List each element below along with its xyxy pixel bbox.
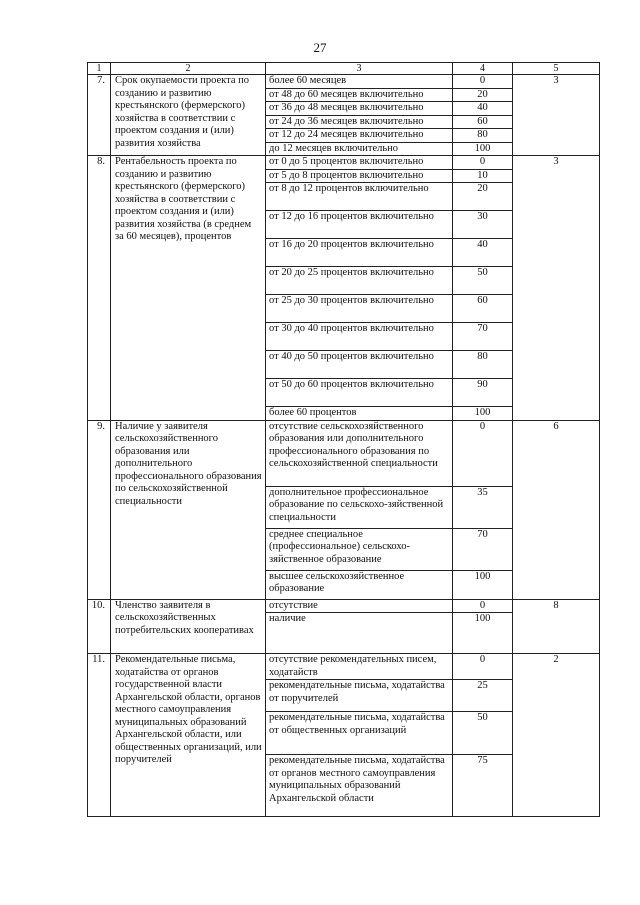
condition-cell: от 8 до 12 процентов включительно <box>266 183 453 211</box>
condition-cell: отсутствие рекомендательных писем, ходатайств <box>266 654 453 680</box>
score-cell: 35 <box>453 486 513 528</box>
score-cell: 10 <box>453 169 513 183</box>
criterion-name: Срок окупаемости проекта по созданию и развитию крестьянского (фермерского) хозяйства в соответствии с проектом создания и (или) развития хозяйства <box>111 75 266 156</box>
condition-cell: наличие <box>266 613 453 654</box>
score-cell: 75 <box>453 755 513 817</box>
score-cell: 20 <box>453 88 513 102</box>
condition-cell: от 12 до 24 месяцев включительно <box>266 129 453 143</box>
condition-cell: отсутствие <box>266 599 453 613</box>
condition-cell: от 0 до 5 процентов включительно <box>266 156 453 170</box>
score-cell: 40 <box>453 102 513 116</box>
criterion-number: 10. <box>88 599 111 654</box>
condition-cell: рекомендательные письма, ходатайства от органов местного самоуправления муниципальных образований Архангельской области <box>266 755 453 817</box>
condition-cell: более 60 процентов <box>266 407 453 421</box>
criteria-table <box>87 62 600 817</box>
score-cell: 50 <box>453 267 513 295</box>
condition-cell: рекомендательные письма, ходатайства от поручителей <box>266 680 453 712</box>
condition-cell: от 50 до 60 процентов включительно <box>266 379 453 407</box>
header-cell: 5 <box>513 63 600 75</box>
header-cell: 2 <box>111 63 266 75</box>
condition-cell: дополнительное профессиональное образование по сельскохо-зяйственной специальности <box>266 486 453 528</box>
table-header-row <box>88 63 600 75</box>
criterion-number: 7. <box>88 75 111 156</box>
score-cell: 90 <box>453 379 513 407</box>
condition-cell: более 60 месяцев <box>266 75 453 89</box>
criterion-name: Рентабельность проекта по созданию и развитию крестьянского (фермерского) хозяйства в соответствии с проектом создания и (или) развития хозяйства (в среднем за 60 месяцев), процентов <box>111 156 266 421</box>
criterion-number: 8. <box>88 156 111 421</box>
weight-cell: 8 <box>513 599 600 654</box>
score-cell: 0 <box>453 420 513 486</box>
score-cell: 100 <box>453 570 513 599</box>
score-cell: 50 <box>453 712 513 755</box>
condition-cell: от 25 до 30 процентов включительно <box>266 295 453 323</box>
page-number: 27 <box>313 40 327 55</box>
condition-cell: от 20 до 25 процентов включительно <box>266 267 453 295</box>
score-cell: 0 <box>453 654 513 680</box>
score-cell: 70 <box>453 528 513 570</box>
header-cell: 4 <box>453 63 513 75</box>
condition-cell: от 30 до 40 процентов включительно <box>266 323 453 351</box>
condition-cell: от 12 до 16 процентов включительно <box>266 211 453 239</box>
condition-cell: от 40 до 50 процентов включительно <box>266 351 453 379</box>
condition-cell: отсутствие сельскохозяйственного образования или дополнительного профессионального образования по сельскохозяйственной специальности <box>266 420 453 486</box>
header-cell: 1 <box>88 63 111 75</box>
score-cell: 60 <box>453 295 513 323</box>
condition-cell: среднее специальное (профессиональное) сельскохо-зяйственное образование <box>266 528 453 570</box>
score-cell: 20 <box>453 183 513 211</box>
condition-cell: от 24 до 36 месяцев включительно <box>266 115 453 129</box>
condition-cell: от 16 до 20 процентов включительно <box>266 239 453 267</box>
score-cell: 100 <box>453 407 513 421</box>
condition-cell: от 5 до 8 процентов включительно <box>266 169 453 183</box>
criterion-name: Рекомендательные письма, ходатайства от органов государственной власти Архангельской области, органов местного самоуправления муниципальных образований Архангельской области, или общественных организаций, или поручителей <box>111 654 266 817</box>
criterion-name: Членство заявителя в сельскохозяйственных потребительских кооперативах <box>111 599 266 654</box>
header-cell: 3 <box>266 63 453 75</box>
condition-cell: до 12 месяцев включительно <box>266 142 453 156</box>
score-cell: 25 <box>453 680 513 712</box>
score-cell: 80 <box>453 351 513 379</box>
condition-cell: высшее сельскохозяйственное образование <box>266 570 453 599</box>
condition-cell: от 36 до 48 месяцев включительно <box>266 102 453 116</box>
condition-cell: от 48 до 60 месяцев включительно <box>266 88 453 102</box>
score-cell: 100 <box>453 142 513 156</box>
table-row <box>88 156 600 170</box>
condition-cell: рекомендательные письма, ходатайства от общественных организаций <box>266 712 453 755</box>
table-row <box>88 599 600 613</box>
score-cell: 100 <box>453 613 513 654</box>
criterion-number: 9. <box>88 420 111 599</box>
score-cell: 70 <box>453 323 513 351</box>
weight-cell: 3 <box>513 156 600 421</box>
criterion-name: Наличие у заявителя сельскохозяйственного образования или дополнительного профессионального образования по сельскохозяйственной специальности <box>111 420 266 599</box>
score-cell: 30 <box>453 211 513 239</box>
score-cell: 0 <box>453 156 513 170</box>
score-cell: 0 <box>453 599 513 613</box>
table-row <box>88 75 600 89</box>
table-row <box>88 420 600 486</box>
table-row <box>88 654 600 680</box>
score-cell: 80 <box>453 129 513 143</box>
score-cell: 60 <box>453 115 513 129</box>
weight-cell: 3 <box>513 75 600 156</box>
score-cell: 40 <box>453 239 513 267</box>
criterion-number: 11. <box>88 654 111 817</box>
weight-cell: 2 <box>513 654 600 817</box>
weight-cell: 6 <box>513 420 600 599</box>
score-cell: 0 <box>453 75 513 89</box>
